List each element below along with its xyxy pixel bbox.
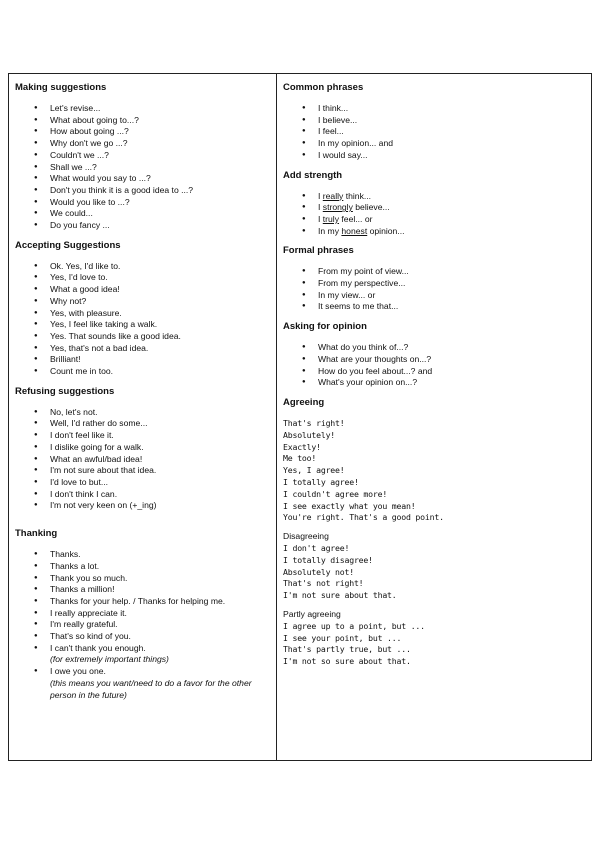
text: believe...: [352, 202, 390, 213]
list-item: ● Well, I'd rather do some...: [15, 418, 276, 430]
list-item: ● I'm really grateful.: [15, 619, 276, 631]
list-item: ● Yes, that's not a bad idea.: [15, 343, 276, 355]
list-item: ● Shall we ...?: [15, 162, 276, 174]
list-item-note: (for extremely important things): [50, 654, 169, 665]
underlined-word: honest: [341, 225, 368, 236]
list-item: ● Why not?: [15, 296, 276, 308]
list-item: ● From my perspective...: [283, 278, 591, 290]
list-item: ● Thank you so much.: [15, 573, 276, 585]
disagree-line: I don't agree!: [283, 542, 350, 553]
list-item: ● In my view... or: [283, 290, 591, 302]
list-item: ● Yes. That sounds like a good idea.: [15, 331, 276, 343]
disagree-line: I totally disagree!: [283, 554, 373, 565]
list-item: ● Couldn't we ...?: [15, 150, 276, 162]
accepting-suggestions-heading: Accepting Suggestions: [15, 239, 121, 251]
list-item: ● It seems to me that...: [283, 301, 591, 313]
text: I: [318, 190, 323, 201]
list-item: ● Thanks a million!: [15, 584, 276, 596]
list-item: ● That's so kind of you.: [15, 631, 276, 643]
list-item: ● I feel...: [283, 126, 591, 138]
list-item-text: I can't thank you enough.: [50, 642, 146, 653]
list-item: ● Thanks a lot.: [15, 561, 276, 573]
agree-line: Yes, I agree!: [283, 465, 345, 476]
agree-line: You're right. That's a good point.: [283, 512, 444, 523]
list-item-text: I owe you one.: [50, 666, 106, 677]
add-strength-list: [283, 191, 591, 238]
add-strength-heading: Add strength: [283, 169, 343, 181]
underlined-word: really: [322, 190, 344, 201]
partly-line: I'm not so sure about that.: [283, 656, 411, 667]
agree-line: Exactly!: [283, 441, 321, 452]
accepting-suggestions-list: [15, 261, 276, 378]
underlined-word: truly: [322, 213, 340, 224]
list-item: ● I don't think I can.: [15, 489, 276, 501]
list-item: [283, 202, 591, 214]
text: think...: [343, 190, 372, 201]
disagreeing-lines: [283, 531, 591, 602]
list-item: ● Let's revise...: [15, 103, 276, 115]
list-item: ● From my point of view...: [283, 266, 591, 278]
list-item: [15, 666, 276, 701]
agreeing-lines: [283, 418, 591, 524]
disagree-line: Absolutely not!: [283, 566, 354, 577]
partly-agreeing-lines: [283, 609, 591, 668]
refusing-suggestions-list: [15, 407, 276, 512]
partly-agreeing-subheading: Partly agreeing: [283, 608, 341, 619]
list-item: ● What an awful/bad idea!: [15, 454, 276, 466]
list-item: [15, 643, 276, 666]
agree-line: I see exactly what you mean!: [283, 500, 416, 511]
list-item: ● I don't feel like it.: [15, 430, 276, 442]
phrases-sheet: [8, 73, 592, 761]
list-item-note: (this means you want/need to do a favor for the other person in the future): [50, 677, 252, 700]
agree-line: That's right!: [283, 417, 345, 428]
text: I: [318, 213, 323, 224]
list-item: ● Count me in too.: [15, 366, 276, 378]
list-item: ● I'm not very keen on (+_ing): [15, 500, 276, 512]
agree-line: Absolutely!: [283, 429, 336, 440]
text: feel... or: [339, 213, 373, 224]
formal-phrases-heading: Formal phrases: [283, 245, 354, 257]
list-item: ● What about going to...?: [15, 115, 276, 127]
thanking-list: [15, 549, 276, 701]
list-item: ● What's your opinion on...?: [283, 377, 591, 389]
list-item: ● Thanks.: [15, 549, 276, 561]
list-item: [283, 214, 591, 226]
disagreeing-subheading: Disagreeing: [283, 531, 329, 542]
list-item: ● Why don't we go ...?: [15, 138, 276, 150]
list-item: ● What a good idea!: [15, 284, 276, 296]
text: I: [318, 202, 323, 213]
partly-line: I agree up to a point, but ...: [283, 620, 425, 631]
list-item: ● Ok. Yes, I'd like to.: [15, 261, 276, 273]
asking-for-opinion-list: [283, 342, 591, 389]
list-item: ● What are your thoughts on...?: [283, 354, 591, 366]
list-item: ● Don't you think it is a good idea to ...?: [15, 185, 276, 197]
list-item: ● In my opinion... and: [283, 138, 591, 150]
list-item: ● Would you like to ...?: [15, 197, 276, 209]
making-suggestions-list: [15, 103, 276, 232]
list-item: ● Do you fancy ...: [15, 220, 276, 232]
list-item: ● Yes, with pleasure.: [15, 308, 276, 320]
common-phrases-heading: Common phrases: [283, 82, 364, 93]
partly-line: That's partly true, but ...: [283, 644, 411, 655]
thanking-heading: Thanking: [15, 528, 58, 540]
formal-phrases-list: [283, 266, 591, 313]
text: opinion...: [367, 225, 405, 236]
making-suggestions-heading: Making suggestions: [15, 82, 107, 93]
underlined-word: strongly: [322, 202, 353, 213]
common-phrases-list: [283, 103, 591, 162]
list-item: [283, 226, 591, 238]
list-item: ● I think...: [283, 103, 591, 115]
list-item: ● What would you say to ...?: [15, 173, 276, 185]
agree-line: I totally agree!: [283, 476, 359, 487]
list-item: ● I believe...: [283, 115, 591, 127]
list-item: ● We could...: [15, 208, 276, 220]
list-item: ● Yes, I'd love to.: [15, 272, 276, 284]
list-item: ● Yes, I feel like taking a walk.: [15, 319, 276, 331]
agree-line: Me too!: [283, 453, 317, 464]
right-column: [277, 74, 591, 760]
list-item: ● Brilliant!: [15, 354, 276, 366]
left-column: [9, 74, 277, 760]
refusing-suggestions-heading: Refusing suggestions: [15, 385, 115, 397]
list-item: ● I'd love to but...: [15, 477, 276, 489]
list-item: ● I really appreciate it.: [15, 608, 276, 620]
list-item: ● No, let's not.: [15, 407, 276, 419]
list-item: ● I dislike going for a walk.: [15, 442, 276, 454]
list-item: [283, 191, 591, 203]
list-item: ● What do you think of...?: [283, 342, 591, 354]
spacer: [15, 520, 276, 528]
agree-line: I couldn't agree more!: [283, 488, 388, 499]
list-item: ● How about going ...?: [15, 126, 276, 138]
list-item: ● I'm not sure about that idea.: [15, 465, 276, 477]
partly-line: I see your point, but ...: [283, 632, 402, 643]
agreeing-heading: Agreeing: [283, 396, 325, 408]
disagree-line: That's not right!: [283, 578, 364, 589]
disagree-line: I'm not sure about that.: [283, 590, 397, 601]
list-item: ● How do you feel about...? and: [283, 366, 591, 378]
list-item: ● Thanks for your help. / Thanks for helping me.: [15, 596, 276, 608]
list-item: ● I would say...: [283, 150, 591, 162]
asking-for-opinion-heading: Asking for opinion: [283, 321, 367, 333]
text: In my: [318, 225, 342, 236]
